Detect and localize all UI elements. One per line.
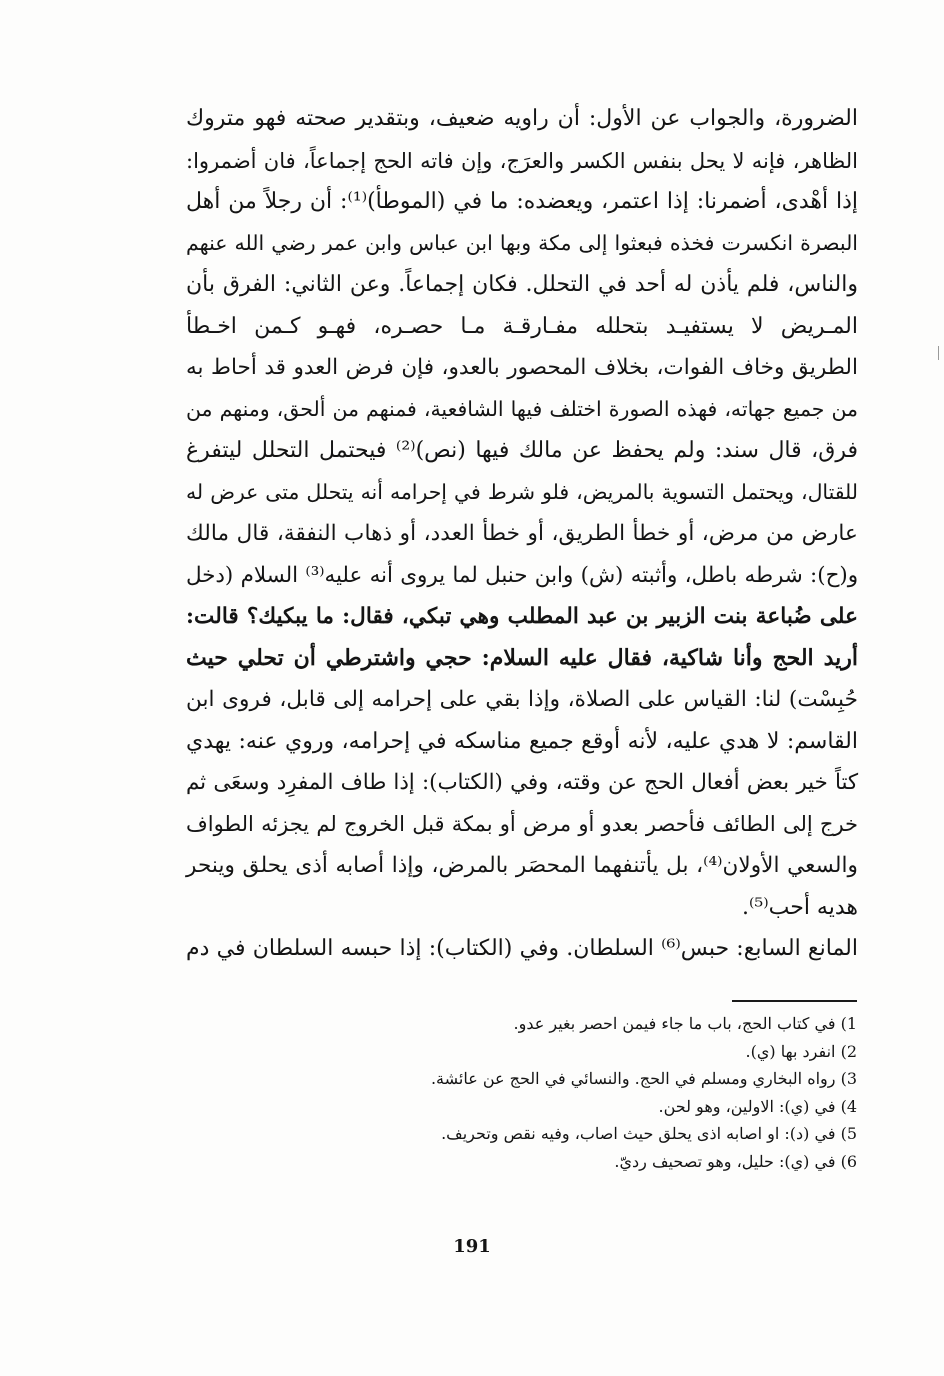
footnote-number: 2) [840,1041,857,1061]
footnote-text: في كتاب الحج، باب ما جاء فيمن احصر بغير عدو. [513,1014,836,1033]
text-line: والسعي الأولان⁽⁴⁾، بل يأتنفهما المحصَر بالمرض، وإذا أصابه أذى يحلق وينحر [186,853,858,878]
text-line: والناس، فلم يأذن له أحد في التحلل. فكان إجماعاً. وعن الثاني: الفرق بأن [186,272,858,297]
text-line: من جميع جهاته، فهذه الصورة اختلف فيها الشافعية، فمنهم من ألحق، ومنهم من [186,396,858,421]
footnote-number: 3) [840,1069,857,1088]
footnote-text: في (ي): حليل، وهو تصحيف رديّ. [614,1151,836,1171]
text-line: المـريض لا يستفيـد بتحلله مفـارقـة مـا حصـره، فهـو كـمن اخـطأ [186,313,858,339]
text-line: إذا أهْدى، أضمرنا: إذا اعتمر، ويعضده: ما في (الموطأ)⁽¹⁾: أن رجلاً من أهل [186,189,858,214]
footnote-item [300,1120,857,1148]
text-line-hadith: أريد الحج وأنا شاكية، فقال عليه السلام: حجي واشترطي أن تحلي حيث [186,644,858,671]
footnote-text: في (ي): الاولين، وهو لحن. [658,1096,836,1116]
footnote-item [300,1010,857,1038]
text-line-hadith: على ضُباعة بنت الزبير بن عبد المطلب وهي تبكي، فقال: ما يبكيك؟ قالت: [186,604,858,629]
text-line: عارض من مرض، أو خطأ الطريق، أو خطأ العدد، أو ذهاب النفقة، قال مالك [186,521,858,546]
text-line: حُبِسْت) لنا: القياس على الصلاة، وإذا بقي على إحرامه إلى قابل، فروى ابن [186,687,858,712]
text-line-section-start: المانع السابع: حبس⁽⁶⁾ السلطان. وفي (الكتاب): إذا حبسه السلطان في دم [186,936,858,961]
text-line: فرق، قال سند: ولم يحفظ عن مالك فيها (نص)⁽²⁾ فيحتمل التحلل ليتفرغ [186,438,859,463]
footnote-number: 4) [840,1096,857,1116]
footnote-separator [732,1000,857,1002]
footnote-text: في (د): او اصابه اذى يحلق حيث اصاب، وفيه نقص وتحريف. [441,1124,836,1143]
footnote-text: انفرد بها (ي). [745,1041,836,1061]
footnote-number: 5) [840,1124,857,1143]
text-line-paragraph-end: هديه أحب⁽⁵⁾. [741,894,858,920]
footnote-item [300,1148,857,1176]
footnote-text: رواه البخاري ومسلم في الحج. والنسائي في الحج عن عائشة. [430,1069,836,1088]
footnotes [300,1010,857,1175]
scan-margin-mark [938,346,939,360]
text-line: البصرة انكسرت فخذه فبعثوا إلى مكة وبها ابن عباس وابن عمر رضي الله عنهم [186,230,858,255]
text-line: للقتال، ويحتمل التسوية بالمريض، فلو شرط في إحرامه أنه يتحلل متى عرض له [186,479,858,504]
text-line: الضرورة، والجواب عن الأول: أن راويه ضعيف، وبتقدير صحته فهو متروك [186,106,858,131]
text-line: كتاً خير بعض أفعال الحج عن وقته، وفي (الكتاب): إذا طاف المفرِد وسعَى ثم [186,770,858,795]
main-text-block [186,98,858,970]
text-line: القاسم: لا هدي عليه، لأنه أوقع جميع مناسكه في إحرامه، وروي عنه: يهدي [186,728,858,754]
text-line: الطريق وخاف الفوات، بخلاف المحصور بالعدو، فإن فرض العدو قد أحاط به [186,355,858,380]
page-number: 191 [453,1236,491,1257]
text-line: و(ح): شرطه باطل، وأثبته (ش) وابن حنبل لما يروى أنه عليه⁽³⁾ السلام (دخل [186,562,859,588]
footnote-item [300,1038,857,1066]
text-line: خرج إلى الطائف فأحصر بعدو أو مرض أو بمكة قبل الخروج لم يجزئه الطواف [186,811,858,836]
text-line: الظاهر، فإنه لا يحل بنفس الكسر والعرَج، وإن فاته الحج إجماعاً، فان أضمروا: [186,147,858,173]
footnote-number: 1) [840,1014,857,1033]
footnote-item [300,1065,857,1093]
footnote-item [300,1093,857,1121]
footnote-number: 6) [840,1151,857,1171]
